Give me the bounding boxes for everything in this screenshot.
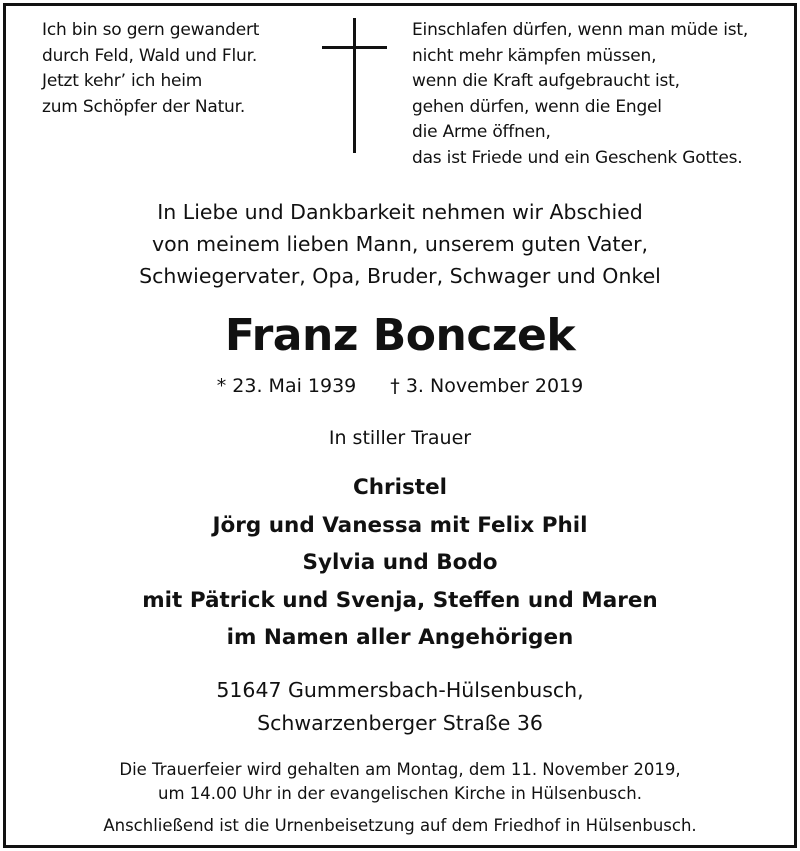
address-line: 51647 Gummersbach-Hülsenbusch, [216,678,584,702]
life-dates [0,372,800,400]
burial-info: Anschließend ist die Urnenbeisetzung auf dem Friedhof in Hülsenbusch. [103,816,697,835]
poem-left-line: Jetzt kehr’ ich heim [42,71,203,91]
deceased-name: Franz Bonczek [224,310,576,361]
poem-left-line: zum Schöpfer der Natur. [42,96,246,117]
mourner-line: Christel [352,475,448,500]
farewell-intro [0,196,800,292]
mourner-line: Sylvia und Bodo [302,550,498,575]
intro-line: Schwiegervater, Opa, Bruder, Schwager und Onkel [139,264,661,288]
service-line: Die Trauerfeier wird gehalten am Montag, dem 11. November 2019, [119,760,681,779]
poem-right-line: das ist Friede und ein Geschenk Gottes. [412,147,743,168]
poem-right-line: nicht mehr kämpfen müssen, [412,45,657,66]
poem-left-line: Ich bin so gern gewandert [42,20,260,40]
poem-right [412,18,748,171]
death-date: † 3. November 2019 [390,375,584,397]
mourners-list [0,469,800,657]
poem-left-line: durch Feld, Wald und Flur. [42,45,258,66]
poem-left [42,18,259,120]
mourner-line: mit Pätrick und Svenja, Steffen und Maren [142,587,658,613]
address-line: Schwarzenberger Straße 36 [257,711,543,735]
intro-line: In Liebe und Dankbarkeit nehmen wir Abschied [157,200,643,224]
mourning-phrase: In stiller Trauer [328,427,472,449]
cross-vertical-bar [353,18,356,153]
cross-horizontal-bar [322,46,387,49]
service-info [0,758,800,806]
poem-right-line: die Arme öffnen, [412,122,551,142]
mourner-line: im Namen aller Angehörigen [226,625,574,650]
poem-right-line: wenn die Kraft aufgebraucht ist, [412,71,680,91]
intro-line: von meinem lieben Mann, unserem guten Vater, [151,232,649,256]
poem-right-line: Einschlafen dürfen, wenn man müde ist, [412,20,749,40]
poem-right-line: gehen dürfen, wenn die Engel [412,96,662,117]
birth-date: * 23. Mai 1939 [216,375,357,397]
mourner-line: Jörg und Vanessa mit Felix Phil [212,512,588,538]
service-line: um 14.00 Uhr in der evangelischen Kirche in Hülsenbusch. [157,784,642,803]
address [0,674,800,740]
